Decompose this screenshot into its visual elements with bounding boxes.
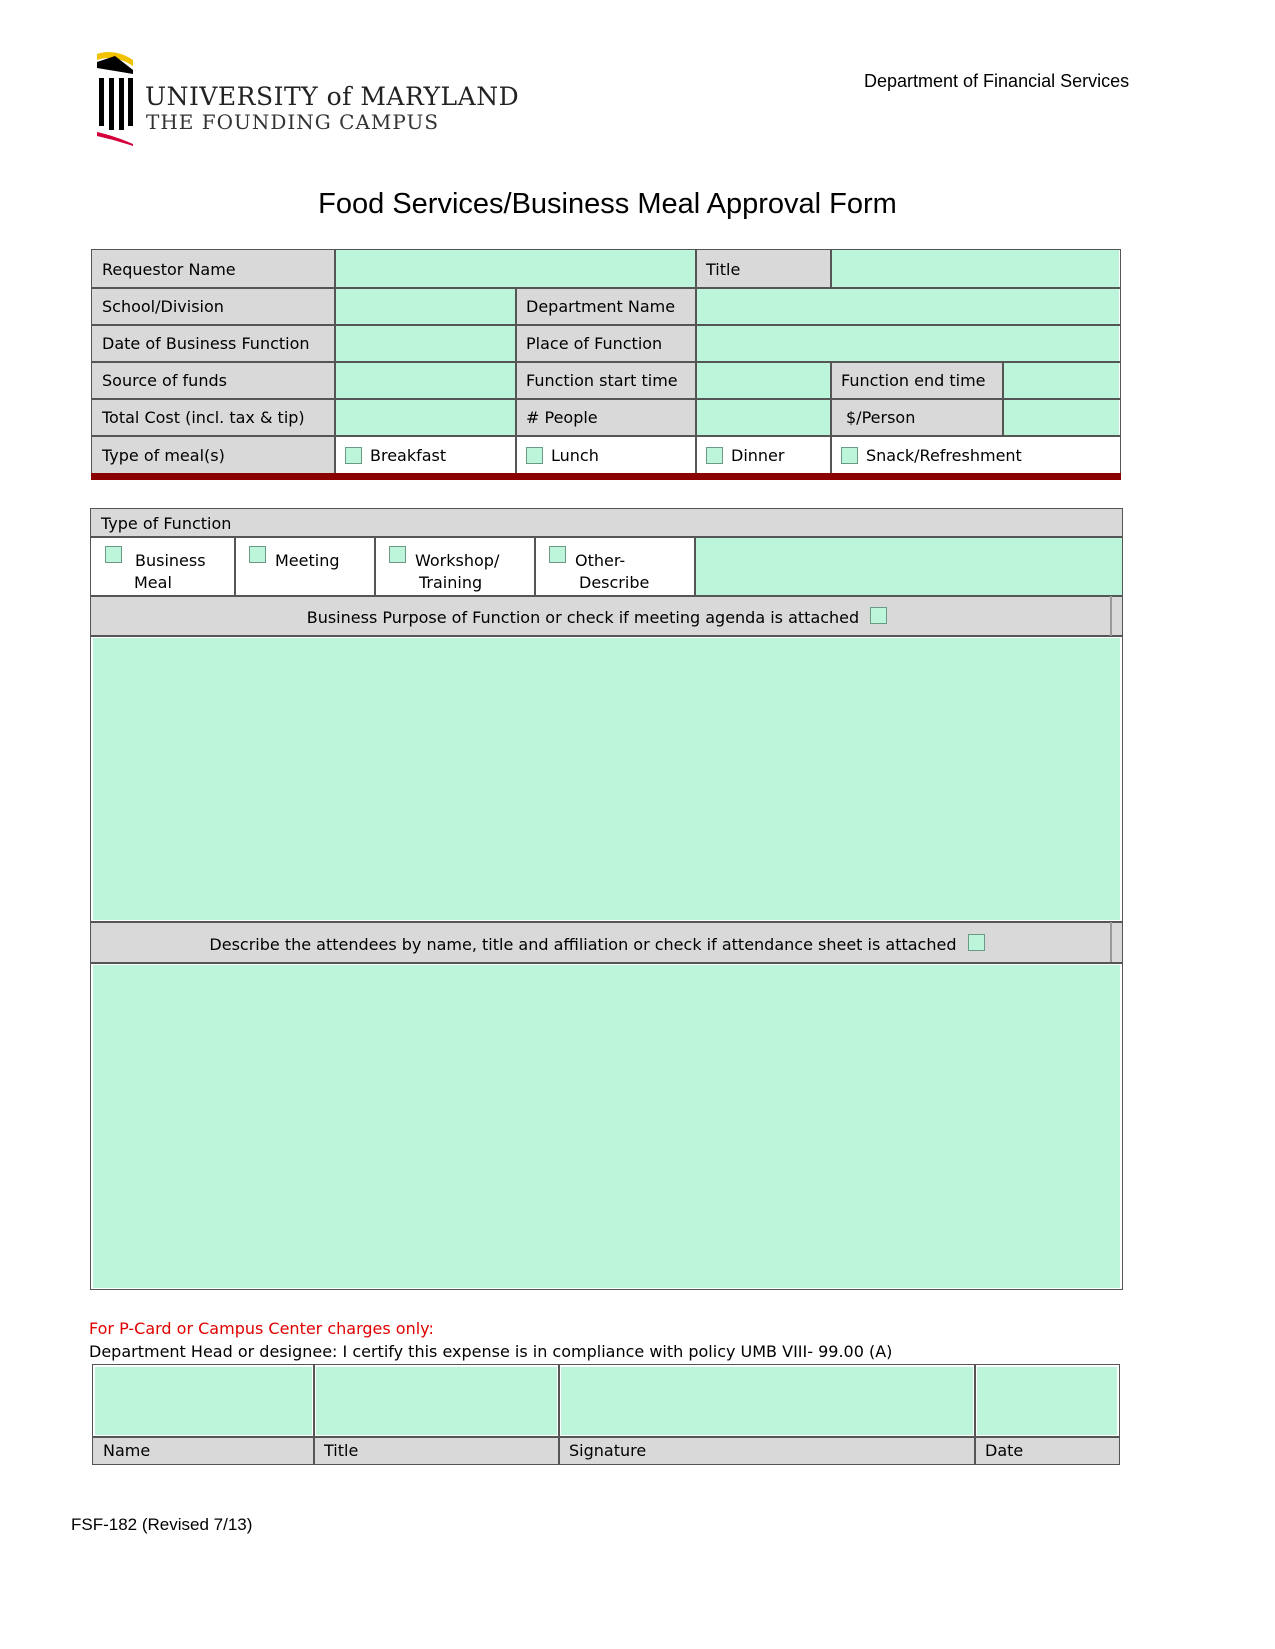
divider [90, 595, 1123, 597]
per-person-label: $/Person [831, 399, 1003, 436]
divider [1110, 922, 1112, 962]
function-start-time-label: Function start time [516, 362, 696, 399]
accent-bar [91, 473, 1121, 480]
divider [91, 324, 1121, 326]
divider [1002, 361, 1004, 436]
workshop-label-2: Training [419, 573, 483, 592]
logo-line2: THE FOUNDING CAMPUS [146, 110, 440, 134]
dome-icon [95, 48, 135, 146]
place-of-function-label: Place of Function [516, 325, 696, 362]
function-end-time-label: Function end time [831, 362, 1003, 399]
divider [90, 962, 1123, 964]
breakfast-label: Breakfast [370, 445, 447, 465]
university-logo [95, 48, 135, 146]
other-label-1: Other- [575, 551, 626, 570]
divider [694, 536, 696, 596]
divider [90, 635, 1123, 637]
date-column-label: Date [975, 1437, 1119, 1464]
business-meal-label-1: Business [135, 551, 206, 570]
certification-statement: Department Head or designee: I certify this expense is in compliance with policy UMB VIII- 99.00 (A) [89, 1342, 893, 1361]
divider [91, 435, 1121, 437]
section2-border [90, 508, 1123, 1290]
total-cost-label: Total Cost (incl. tax & tip) [92, 399, 335, 436]
department-name-label: Department Name [516, 288, 696, 325]
divider [830, 361, 832, 474]
divider [695, 249, 697, 474]
divider [558, 1364, 560, 1465]
logo-line1: UNIVERSITY of MARYLAND [145, 82, 520, 111]
divider [1110, 596, 1112, 636]
name-column-label: Name [93, 1437, 314, 1464]
form-number: FSF-182 (Revised 7/13) [71, 1515, 253, 1534]
divider [91, 361, 1121, 363]
divider [334, 249, 336, 474]
requestor-name-label: Requestor Name [92, 250, 335, 288]
business-meal-label-2: Meal [134, 573, 172, 592]
divider [234, 536, 236, 596]
divider [974, 1364, 976, 1465]
lunch-label: Lunch [551, 445, 599, 465]
other-label-2: Describe [579, 573, 650, 592]
title-column-label: Title [314, 1437, 559, 1464]
attendees-label: Describe the attendees by name, title and affiliation or check if attendance sheet is attached [209, 935, 957, 954]
type-of-meal-label: Type of meal(s) [92, 436, 335, 474]
people-label: # People [516, 399, 696, 436]
form-title: Food Services/Business Meal Approval Form [318, 188, 897, 220]
snack-label: Snack/Refreshment [866, 445, 1022, 465]
school-division-label: School/Division [92, 288, 335, 325]
section1-border [91, 249, 1121, 480]
divider [91, 287, 1121, 289]
divider [91, 398, 1121, 400]
dinner-label: Dinner [731, 445, 785, 465]
divider [374, 536, 376, 596]
divider [830, 249, 832, 288]
title-label: Title [696, 250, 831, 288]
divider [92, 1436, 1120, 1438]
source-of-funds-label: Source of funds [92, 362, 335, 399]
workshop-label-1: Workshop/ [415, 551, 500, 570]
meeting-label: Meeting [275, 551, 340, 570]
divider [90, 921, 1123, 923]
department-title: Department of Financial Services [864, 71, 1130, 91]
signature-table-border [92, 1364, 1120, 1465]
purpose-label: Business Purpose of Function or check if meeting agenda is attached [306, 608, 860, 627]
signature-column-label: Signature [559, 1437, 975, 1464]
type-of-function-label: Type of Function [91, 509, 1122, 537]
divider [534, 536, 536, 596]
divider [313, 1364, 315, 1465]
pcard-note: For P-Card or Campus Center charges only: [89, 1319, 434, 1338]
divider [515, 287, 517, 474]
divider [90, 536, 1123, 538]
date-of-function-label: Date of Business Function [92, 325, 335, 362]
